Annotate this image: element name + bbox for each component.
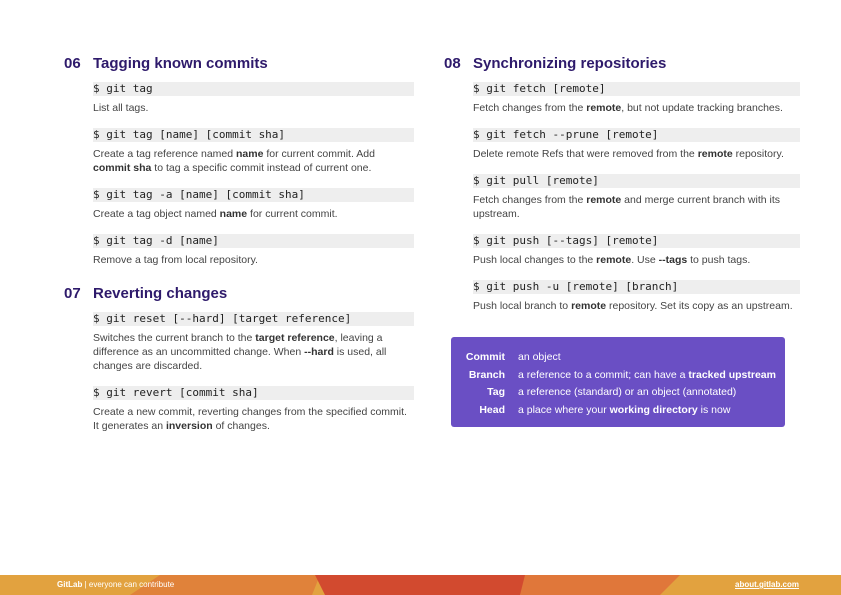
description-text: repository. Set its copy as an upstream.: [606, 300, 793, 312]
description-emphasis: remote: [586, 102, 622, 114]
glossary-row: [451, 384, 785, 402]
description-text: of changes.: [212, 420, 270, 432]
definition-emphasis: working directory: [609, 403, 698, 416]
glossary-row: [451, 367, 785, 385]
definition-text: an object: [518, 351, 561, 363]
section-title: Synchronizing repositories: [473, 55, 667, 72]
glossary-definition: [518, 402, 730, 420]
description-text: List all tags.: [93, 102, 149, 114]
command-description: [473, 147, 800, 161]
description-emphasis: name: [236, 148, 264, 160]
command-code: $ git fetch --prune [remote]: [473, 128, 800, 142]
description-text: Switches the current branch to the: [93, 332, 256, 344]
footer-tagline-text: | everyone can contribute: [82, 580, 175, 589]
command-description: [473, 253, 800, 267]
description-text: Create a tag reference named: [93, 148, 237, 160]
description-emphasis: name: [219, 208, 248, 220]
glossary-definition: [518, 349, 561, 367]
description-emphasis: --hard: [304, 346, 334, 358]
command-description: [93, 207, 414, 221]
description-text: repository.: [732, 148, 784, 160]
description-text: . Use: [631, 254, 659, 266]
command-code: $ git tag [name] [commit sha]: [93, 128, 414, 142]
description-emphasis: remote: [586, 194, 622, 206]
command-entry: [93, 188, 414, 221]
right-column: [444, 55, 800, 326]
command-code: $ git revert [commit sha]: [93, 386, 414, 400]
command-code: $ git fetch [remote]: [473, 82, 800, 96]
section-tagging: [64, 55, 414, 267]
definition-emphasis: tracked upstream: [688, 368, 776, 381]
definition-text: is now: [697, 403, 731, 416]
command-entry: [473, 128, 800, 161]
command-code: $ git reset [--hard] [target reference]: [93, 312, 414, 326]
glossary-term: Branch: [468, 368, 505, 381]
command-description: [93, 147, 414, 175]
footer-bar: [0, 575, 841, 595]
section-heading: [64, 285, 414, 302]
description-text: Create a tag object named: [93, 208, 220, 220]
section-reverting: [64, 285, 414, 433]
command-code: $ git push [--tags] [remote]: [473, 234, 800, 248]
description-emphasis: --tags: [658, 254, 688, 266]
command-description: [93, 253, 414, 267]
command-entry: [473, 280, 800, 313]
command-entry: [93, 128, 414, 175]
section-heading: [64, 55, 414, 72]
description-text: Create a new commit, reverting changes from the specified commit. It generates an: [93, 406, 407, 432]
command-entry: [473, 174, 800, 221]
description-text: to tag a specific commit instead of current one.: [151, 162, 372, 174]
command-code: $ git pull [remote]: [473, 174, 800, 188]
description-emphasis: commit sha: [93, 162, 152, 174]
description-emphasis: target reference: [255, 332, 335, 344]
description-text: , leaving a difference as an uncommitted change. When: [93, 332, 383, 358]
command-entry: [93, 82, 414, 115]
glossary-term: Head: [479, 403, 505, 416]
definition-text: a reference to a commit; can have a: [518, 368, 689, 381]
description-emphasis: inversion: [165, 420, 213, 432]
footer-brand: GitLab: [57, 580, 83, 589]
section-title: Reverting changes: [93, 285, 228, 302]
description-emphasis: remote: [571, 300, 607, 312]
description-emphasis: remote: [697, 148, 733, 160]
command-description: [93, 331, 414, 373]
description-text: for current commit.: [247, 208, 338, 220]
section-number: 08: [444, 55, 461, 72]
command-description: [473, 101, 800, 115]
command-description: [473, 299, 800, 313]
glossary-term: Commit: [465, 351, 505, 363]
definition-text: a reference (standard) or an object (annotated): [518, 386, 737, 398]
glossary-box: [451, 337, 785, 427]
command-code: $ git push -u [remote] [branch]: [473, 280, 800, 294]
command-entry: [93, 312, 414, 373]
description-text: , but not update tracking branches.: [621, 102, 783, 114]
section-number: 06: [64, 55, 81, 72]
command-code: $ git tag -a [name] [commit sha]: [93, 188, 414, 202]
glossary-definition: [518, 367, 776, 385]
glossary-definition: [518, 384, 736, 402]
command-description: [473, 193, 800, 221]
section-synchronizing: [444, 55, 800, 313]
description-text: Fetch changes from the: [473, 102, 587, 114]
command-code: $ git tag -d [name]: [93, 234, 414, 248]
command-description: [93, 405, 414, 433]
description-text: to push tags.: [687, 254, 751, 266]
description-text: Push local branch to: [473, 300, 572, 312]
section-heading: [444, 55, 800, 72]
description-text: and merge current branch with its upstream.: [473, 194, 780, 220]
section-number: 07: [64, 285, 81, 302]
definition-text: a place where your: [518, 403, 610, 416]
left-column: [64, 55, 414, 446]
glossary-row: [451, 402, 785, 420]
description-text: Delete remote Refs that were removed from the: [473, 148, 698, 160]
command-entry: [473, 234, 800, 267]
footer-link[interactable]: about.gitlab.com: [735, 580, 799, 589]
footer-tagline: [57, 580, 174, 589]
description-text: Fetch changes from the: [473, 194, 587, 206]
command-description: [93, 101, 414, 115]
command-entry: [93, 386, 414, 433]
description-text: Remove a tag from local repository.: [93, 254, 258, 266]
glossary-term: Tag: [487, 386, 505, 398]
command-code: $ git tag: [93, 82, 414, 96]
description-emphasis: remote: [596, 254, 632, 266]
description-text: for current commit. Add: [263, 148, 375, 160]
command-entry: [473, 82, 800, 115]
glossary-row: [451, 349, 785, 367]
description-text: Push local changes to the: [473, 254, 597, 266]
description-text: is used, all changes are discarded.: [93, 346, 387, 372]
command-entry: [93, 234, 414, 267]
section-title: Tagging known commits: [93, 55, 268, 72]
